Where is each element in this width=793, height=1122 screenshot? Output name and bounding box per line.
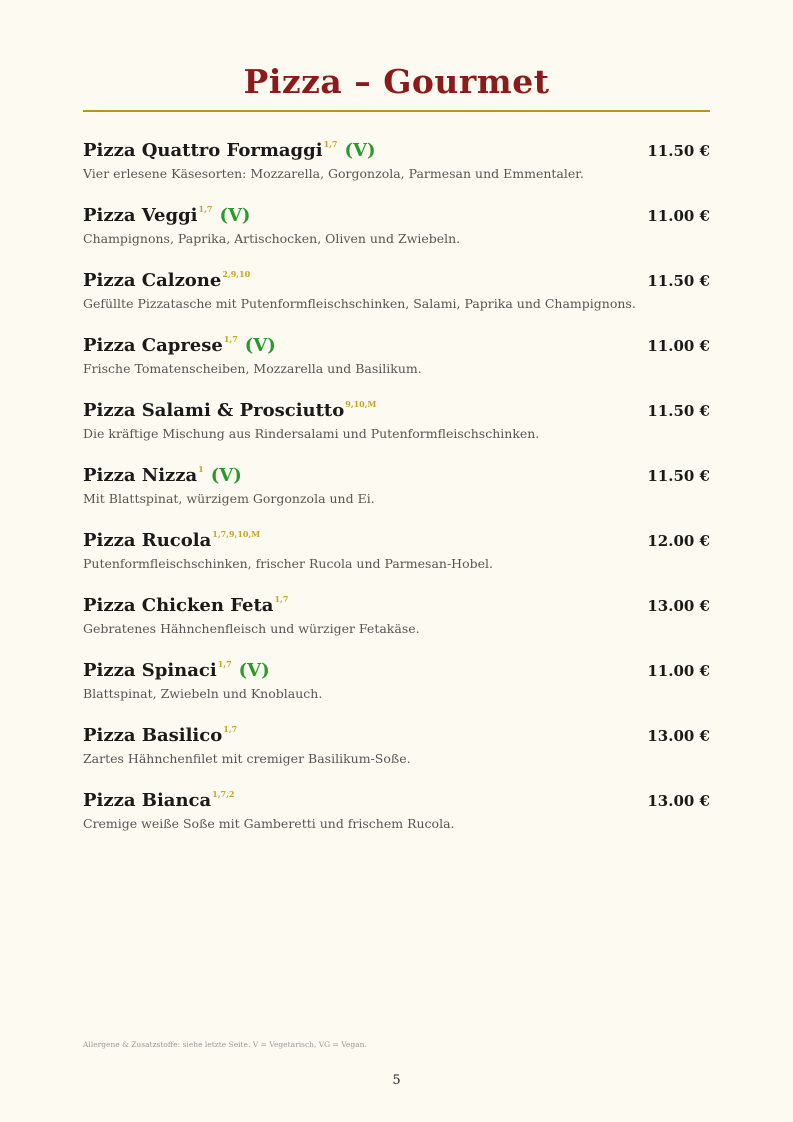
item-name: Pizza Calzone <box>83 270 222 291</box>
item-description: Frische Tomatenscheiben, Mozzarella und Basilikum. <box>83 361 422 376</box>
vegetarian-badge: (V) <box>210 465 242 486</box>
item-name: Pizza Basilico <box>83 725 223 746</box>
item-name: Pizza Nizza <box>83 465 198 486</box>
item-price: 11.50 € <box>647 467 710 485</box>
item-description: Gebratenes Hähnchenfleisch und würziger Fetakäse. <box>83 621 420 636</box>
item-price: 11.50 € <box>647 272 710 290</box>
item-allergens: 9,10,M <box>345 399 377 409</box>
item-allergens: 1,7,2 <box>212 789 235 799</box>
menu-item <box>83 530 710 595</box>
vegetarian-badge: (V) <box>244 335 276 356</box>
menu-item <box>83 140 710 205</box>
item-price: 11.00 € <box>647 337 710 355</box>
item-allergens: 1,7 <box>198 204 213 214</box>
item-allergens: 1,7 <box>274 594 289 604</box>
menu-item <box>83 205 710 270</box>
vegetarian-badge: (V) <box>344 140 376 161</box>
item-allergens: 2,9,10 <box>222 269 251 279</box>
menu-list <box>83 140 710 855</box>
item-allergens: 1 <box>198 464 204 474</box>
item-name: Pizza Quattro Formaggi <box>83 140 323 161</box>
title-divider <box>83 110 710 112</box>
page-title: Pizza – Gourmet <box>243 62 550 101</box>
item-allergens: 1,7 <box>223 724 238 734</box>
item-price: 11.50 € <box>647 402 710 420</box>
menu-item <box>83 725 710 790</box>
item-allergens: 1,7 <box>223 334 238 344</box>
menu-item <box>83 335 710 400</box>
item-description: Putenformfleischschinken, frischer Rucola und Parmesan-Hobel. <box>83 556 493 571</box>
menu-item <box>83 465 710 530</box>
item-name: Pizza Rucola <box>83 530 212 551</box>
page-number: 5 <box>392 1073 401 1088</box>
item-description: Zartes Hähnchenfilet mit cremiger Basilikum-Soße. <box>83 751 411 766</box>
menu-item <box>83 660 710 725</box>
item-price: 13.00 € <box>647 597 710 615</box>
item-description: Die kräftige Mischung aus Rindersalami und Putenformfleischschinken. <box>83 426 540 441</box>
item-allergens: 1,7 <box>323 139 338 149</box>
item-price: 11.00 € <box>647 662 710 680</box>
item-allergens: 1,7 <box>217 659 232 669</box>
menu-item <box>83 595 710 660</box>
vegetarian-badge: (V) <box>219 205 251 226</box>
item-name: Pizza Salami & Prosciutto <box>83 400 345 421</box>
item-price: 11.50 € <box>647 142 710 160</box>
item-allergens: 1,7,9,10,M <box>212 529 261 539</box>
item-name: Pizza Chicken Feta <box>83 595 274 616</box>
item-description: Blattspinat, Zwiebeln und Knoblauch. <box>83 686 323 701</box>
item-name: Pizza Bianca <box>83 790 212 811</box>
item-price: 11.00 € <box>647 207 710 225</box>
item-description: Vier erlesene Käsesorten: Mozzarella, Gorgonzola, Parmesan und Emmentaler. <box>83 166 584 181</box>
menu-item <box>83 400 710 465</box>
allergen-footnote: Allergene & Zusatzstoffe: siehe letzte Seite. V = Vegetarisch, VG = Vegan. <box>83 1040 367 1049</box>
item-name: Pizza Caprese <box>83 335 223 356</box>
menu-item <box>83 270 710 335</box>
menu-item <box>83 790 710 855</box>
item-description: Mit Blattspinat, würzigem Gorgonzola und Ei. <box>83 491 375 506</box>
item-price: 13.00 € <box>647 792 710 810</box>
item-description: Cremige weiße Soße mit Gamberetti und frischem Rucola. <box>83 816 455 831</box>
item-description: Champignons, Paprika, Artischocken, Oliven und Zwiebeln. <box>83 231 461 246</box>
item-price: 12.00 € <box>647 532 710 550</box>
item-price: 13.00 € <box>647 727 710 745</box>
vegetarian-badge: (V) <box>238 660 270 681</box>
item-description: Gefüllte Pizzatasche mit Putenformfleischschinken, Salami, Paprika und Champignons. <box>83 296 636 311</box>
item-name: Pizza Veggi <box>83 205 198 226</box>
item-name: Pizza Spinaci <box>83 660 217 681</box>
